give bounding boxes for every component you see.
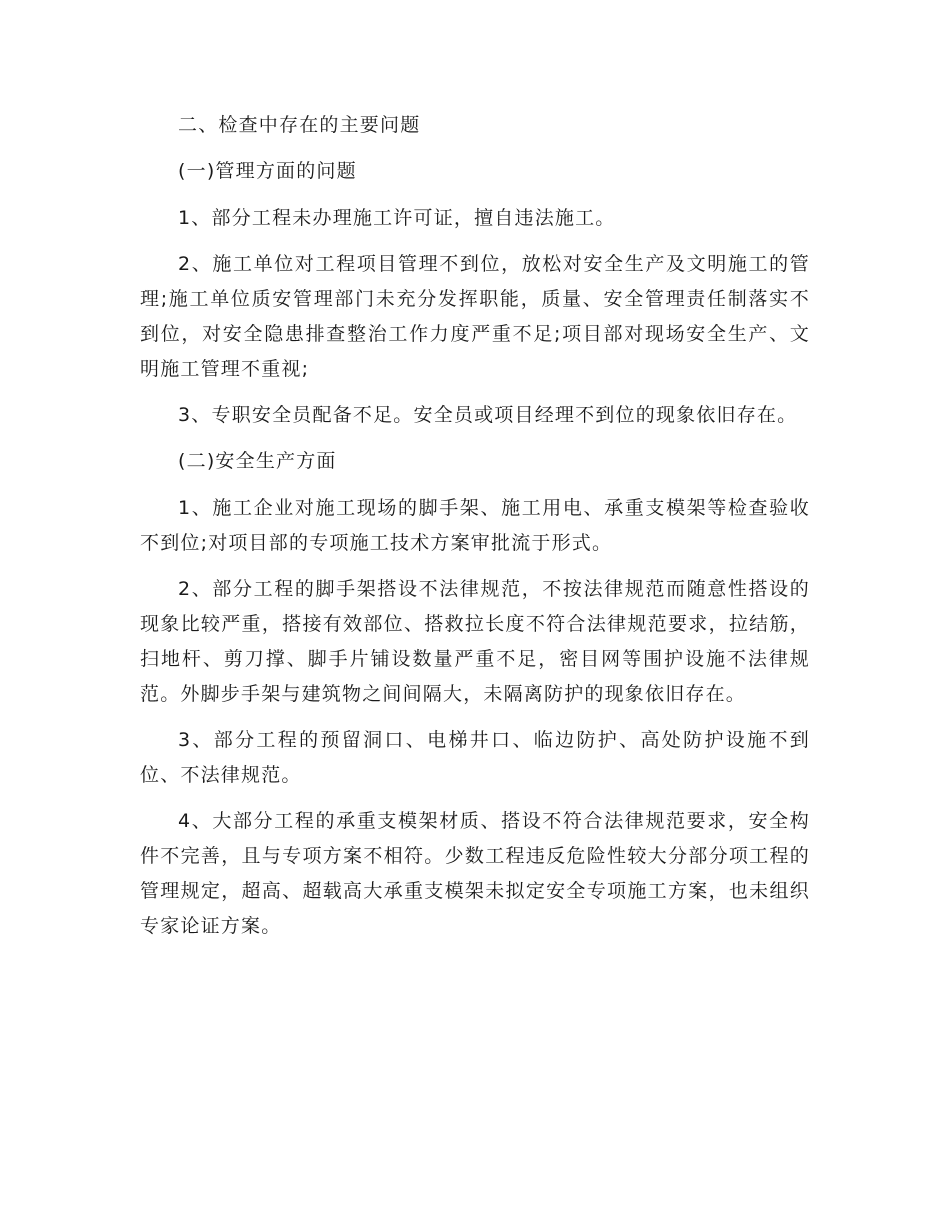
safety-item-3: 3、部分工程的预留洞口、电梯井口、临边防护、高处防护设施不到位、不法律规范。 <box>140 729 810 786</box>
management-item-1: 1、部分工程未办理施工许可证，擅自违法施工。 <box>178 207 616 229</box>
management-item-3: 3、专职安全员配备不足。安全员或项目经理不到位的现象依旧存在。 <box>178 404 798 426</box>
safety-item-4: 4、大部分工程的承重支模架材质、搭设不符合法律规范要求，安全构件不完善，且与专项方案不相符。少数工程违反危险性较大分部分项工程的管理规定，超高、超载高大承重支模架未拟定安全专项施工方案，也未组织专家论证方案。 <box>140 810 810 937</box>
document-body <box>140 108 810 955</box>
safety-item-1: 1、施工企业对施工现场的脚手架、施工用电、承重支模架等检查验收不到位;对项目部的专项施工技术方案审批流于形式。 <box>140 497 810 554</box>
subsection-heading-management: (一)管理方面的问题 <box>178 160 357 182</box>
management-item-2: 2、施工单位对工程项目管理不到位，放松对安全生产及文明施工的管理;施工单位质安管理部门未充分发挥职能，质量、安全管理责任制落实不到位，对安全隐患排查整治工作力度严重不足;项目部对现场安全生产、文明施工管理不重视; <box>140 253 810 380</box>
safety-item-2: 2、部分工程的脚手架搭设不法律规范，不按法律规范而随意性搭设的现象比较严重，搭接有效部位、搭救拉长度不符合法律规范要求，拉结筋，扫地杆、剪刀撑、脚手片铺设数量严重不足，密目网等围护设施不法律规范。外脚步手架与建筑物之间间隔大，未隔离防护的现象依旧存在。 <box>140 578 810 705</box>
subsection-heading-safety: (二)安全生产方面 <box>178 450 337 472</box>
section-heading: 二、检查中存在的主要问题 <box>178 114 421 136</box>
